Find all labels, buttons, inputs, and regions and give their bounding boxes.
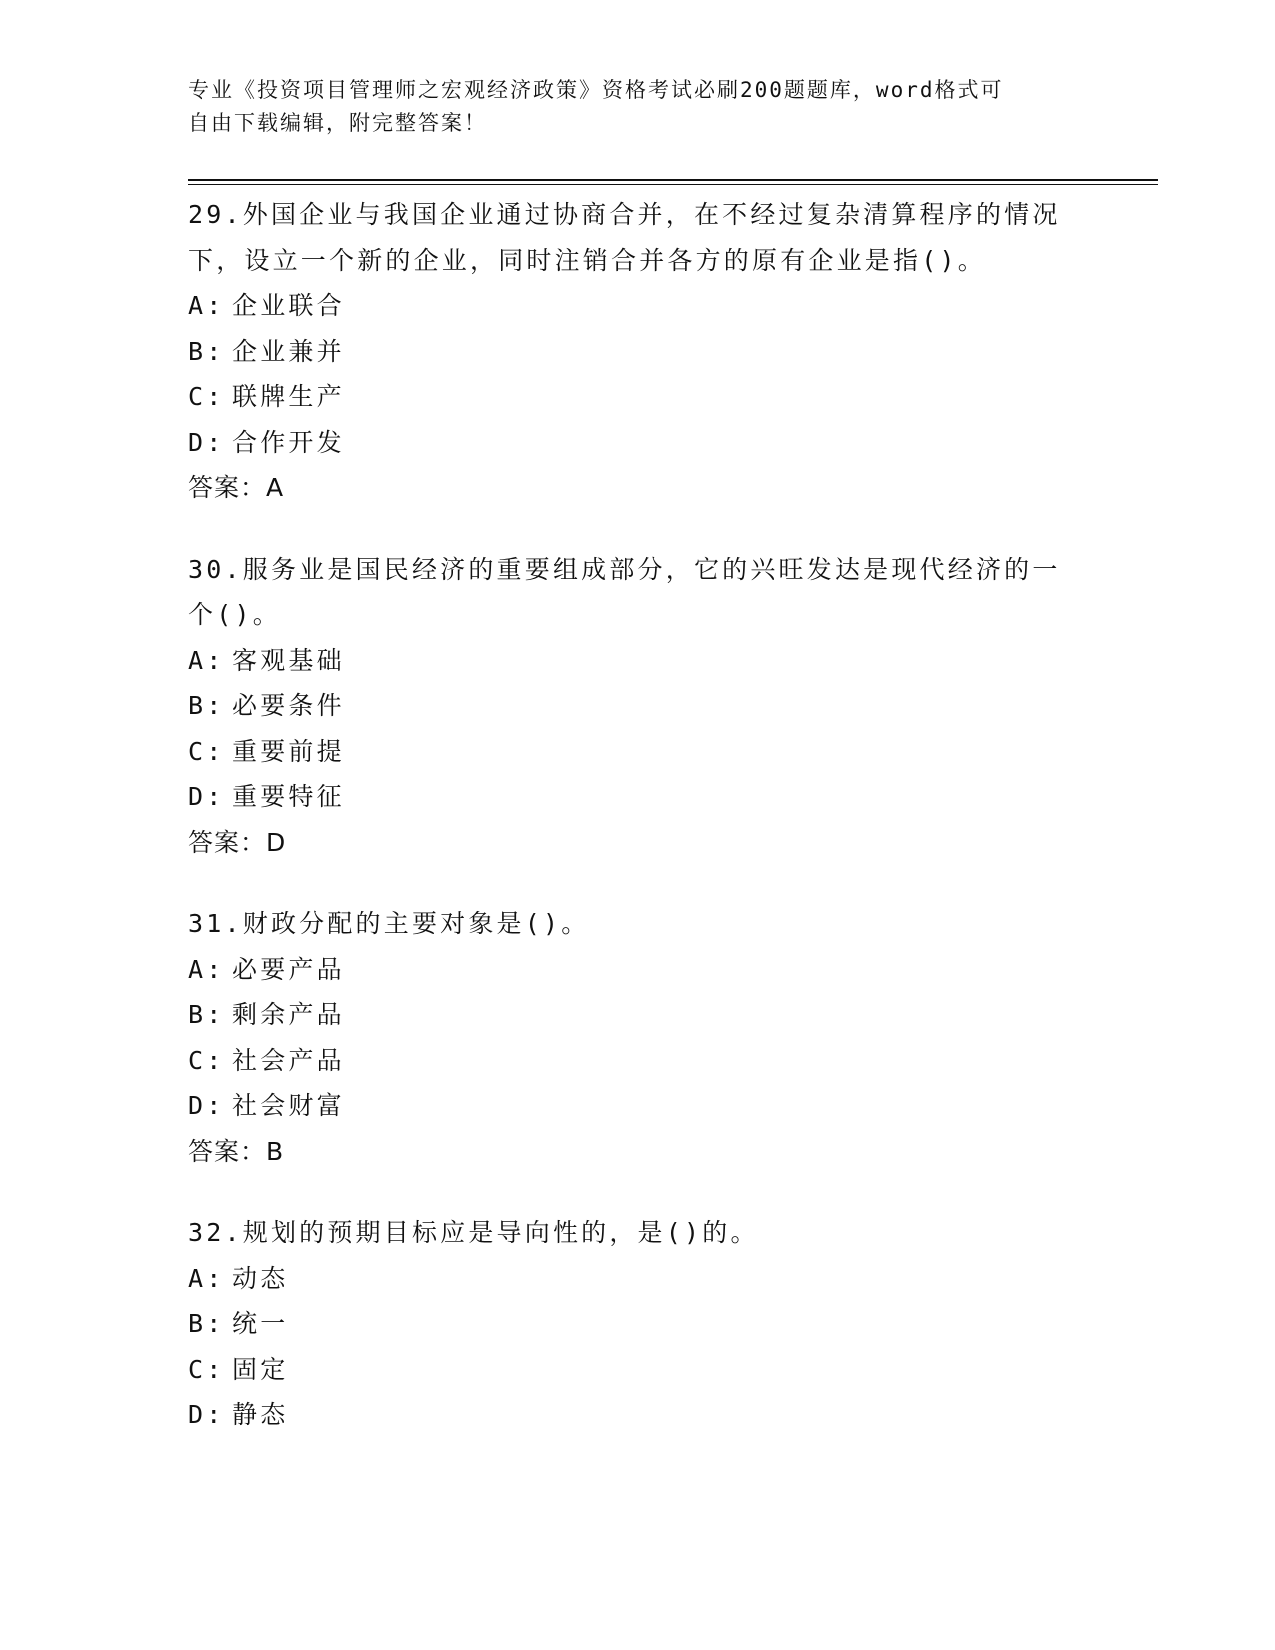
question-30 <box>188 547 1088 866</box>
option-d <box>188 1392 1088 1438</box>
option-text: 客观基础 <box>232 645 345 675</box>
option-letter: B: <box>188 1309 225 1338</box>
option-letter: B: <box>188 691 225 720</box>
question-stem: 30.服务业是国民经济的重要组成部分，它的兴旺发达是现代经济的一个()。 <box>188 554 1061 629</box>
option-a <box>188 283 1088 329</box>
option-d <box>188 774 1088 820</box>
option-text: 必要条件 <box>232 691 345 720</box>
answer-line: 答案：A <box>188 473 285 502</box>
option-text: 重要前提 <box>232 736 345 766</box>
option-letter: C: <box>188 1045 225 1075</box>
option-text: 企业联合 <box>232 291 345 320</box>
option-letter: C: <box>188 382 225 411</box>
option-letter: B: <box>188 336 225 366</box>
option-text: 社会财富 <box>232 1091 345 1120</box>
option-letter: A: <box>188 1263 225 1293</box>
question-list <box>188 192 1088 1474</box>
answer-line: 答案：B <box>188 1136 285 1166</box>
question-stem: 29.外国企业与我国企业通过协商合并，在不经过复杂清算程序的情况下，设立一个新的企业，同时注销合并各方的原有企业是指()。 <box>188 200 1061 275</box>
option-letter: A: <box>188 645 225 675</box>
option-letter: D: <box>188 1400 225 1429</box>
option-letter: B: <box>188 1000 225 1029</box>
option-b <box>188 329 1088 375</box>
question-31 <box>188 901 1088 1174</box>
document-header <box>188 74 1088 140</box>
option-letter: C: <box>188 1354 225 1384</box>
option-text: 剩余产品 <box>232 1000 345 1029</box>
option-text: 静态 <box>232 1400 289 1429</box>
option-letter: A: <box>188 954 225 984</box>
option-text: 社会产品 <box>232 1045 345 1075</box>
option-text: 必要产品 <box>232 954 345 984</box>
option-text: 重要特征 <box>232 782 345 811</box>
option-d <box>188 1083 1088 1129</box>
option-text: 合作开发 <box>232 427 345 457</box>
option-text: 企业兼并 <box>232 336 345 366</box>
option-c <box>188 1347 1088 1393</box>
header-line-2: 自由下载编辑，附完整答案！ <box>188 111 487 135</box>
option-letter: D: <box>188 1091 225 1120</box>
option-text: 联牌生产 <box>232 382 345 411</box>
header-divider-bottom <box>188 184 1158 185</box>
option-letter: C: <box>188 736 225 766</box>
option-c <box>188 729 1088 775</box>
option-text: 统一 <box>232 1309 289 1338</box>
option-c <box>188 374 1088 420</box>
option-letter: A: <box>188 291 225 320</box>
option-b <box>188 1301 1088 1347</box>
option-b <box>188 683 1088 729</box>
option-letter: D: <box>188 782 225 811</box>
option-letter: D: <box>188 427 225 457</box>
header-divider-top <box>188 179 1158 181</box>
answer-line: 答案：D <box>188 827 287 857</box>
option-text: 动态 <box>232 1263 289 1293</box>
question-29 <box>188 192 1088 511</box>
question-stem: 31.财政分配的主要对象是()。 <box>188 909 590 938</box>
option-a <box>188 947 1088 993</box>
question-32 <box>188 1210 1088 1438</box>
option-a <box>188 1256 1088 1302</box>
option-c <box>188 1038 1088 1084</box>
option-a <box>188 638 1088 684</box>
option-d <box>188 420 1088 466</box>
header-line-1: 专业《投资项目管理师之宏观经济政策》资格考试必刷200题题库，word格式可 <box>188 78 1004 102</box>
option-b <box>188 992 1088 1038</box>
question-stem: 32.规划的预期目标应是导向性的，是()的。 <box>188 1218 759 1247</box>
option-text: 固定 <box>232 1354 289 1384</box>
